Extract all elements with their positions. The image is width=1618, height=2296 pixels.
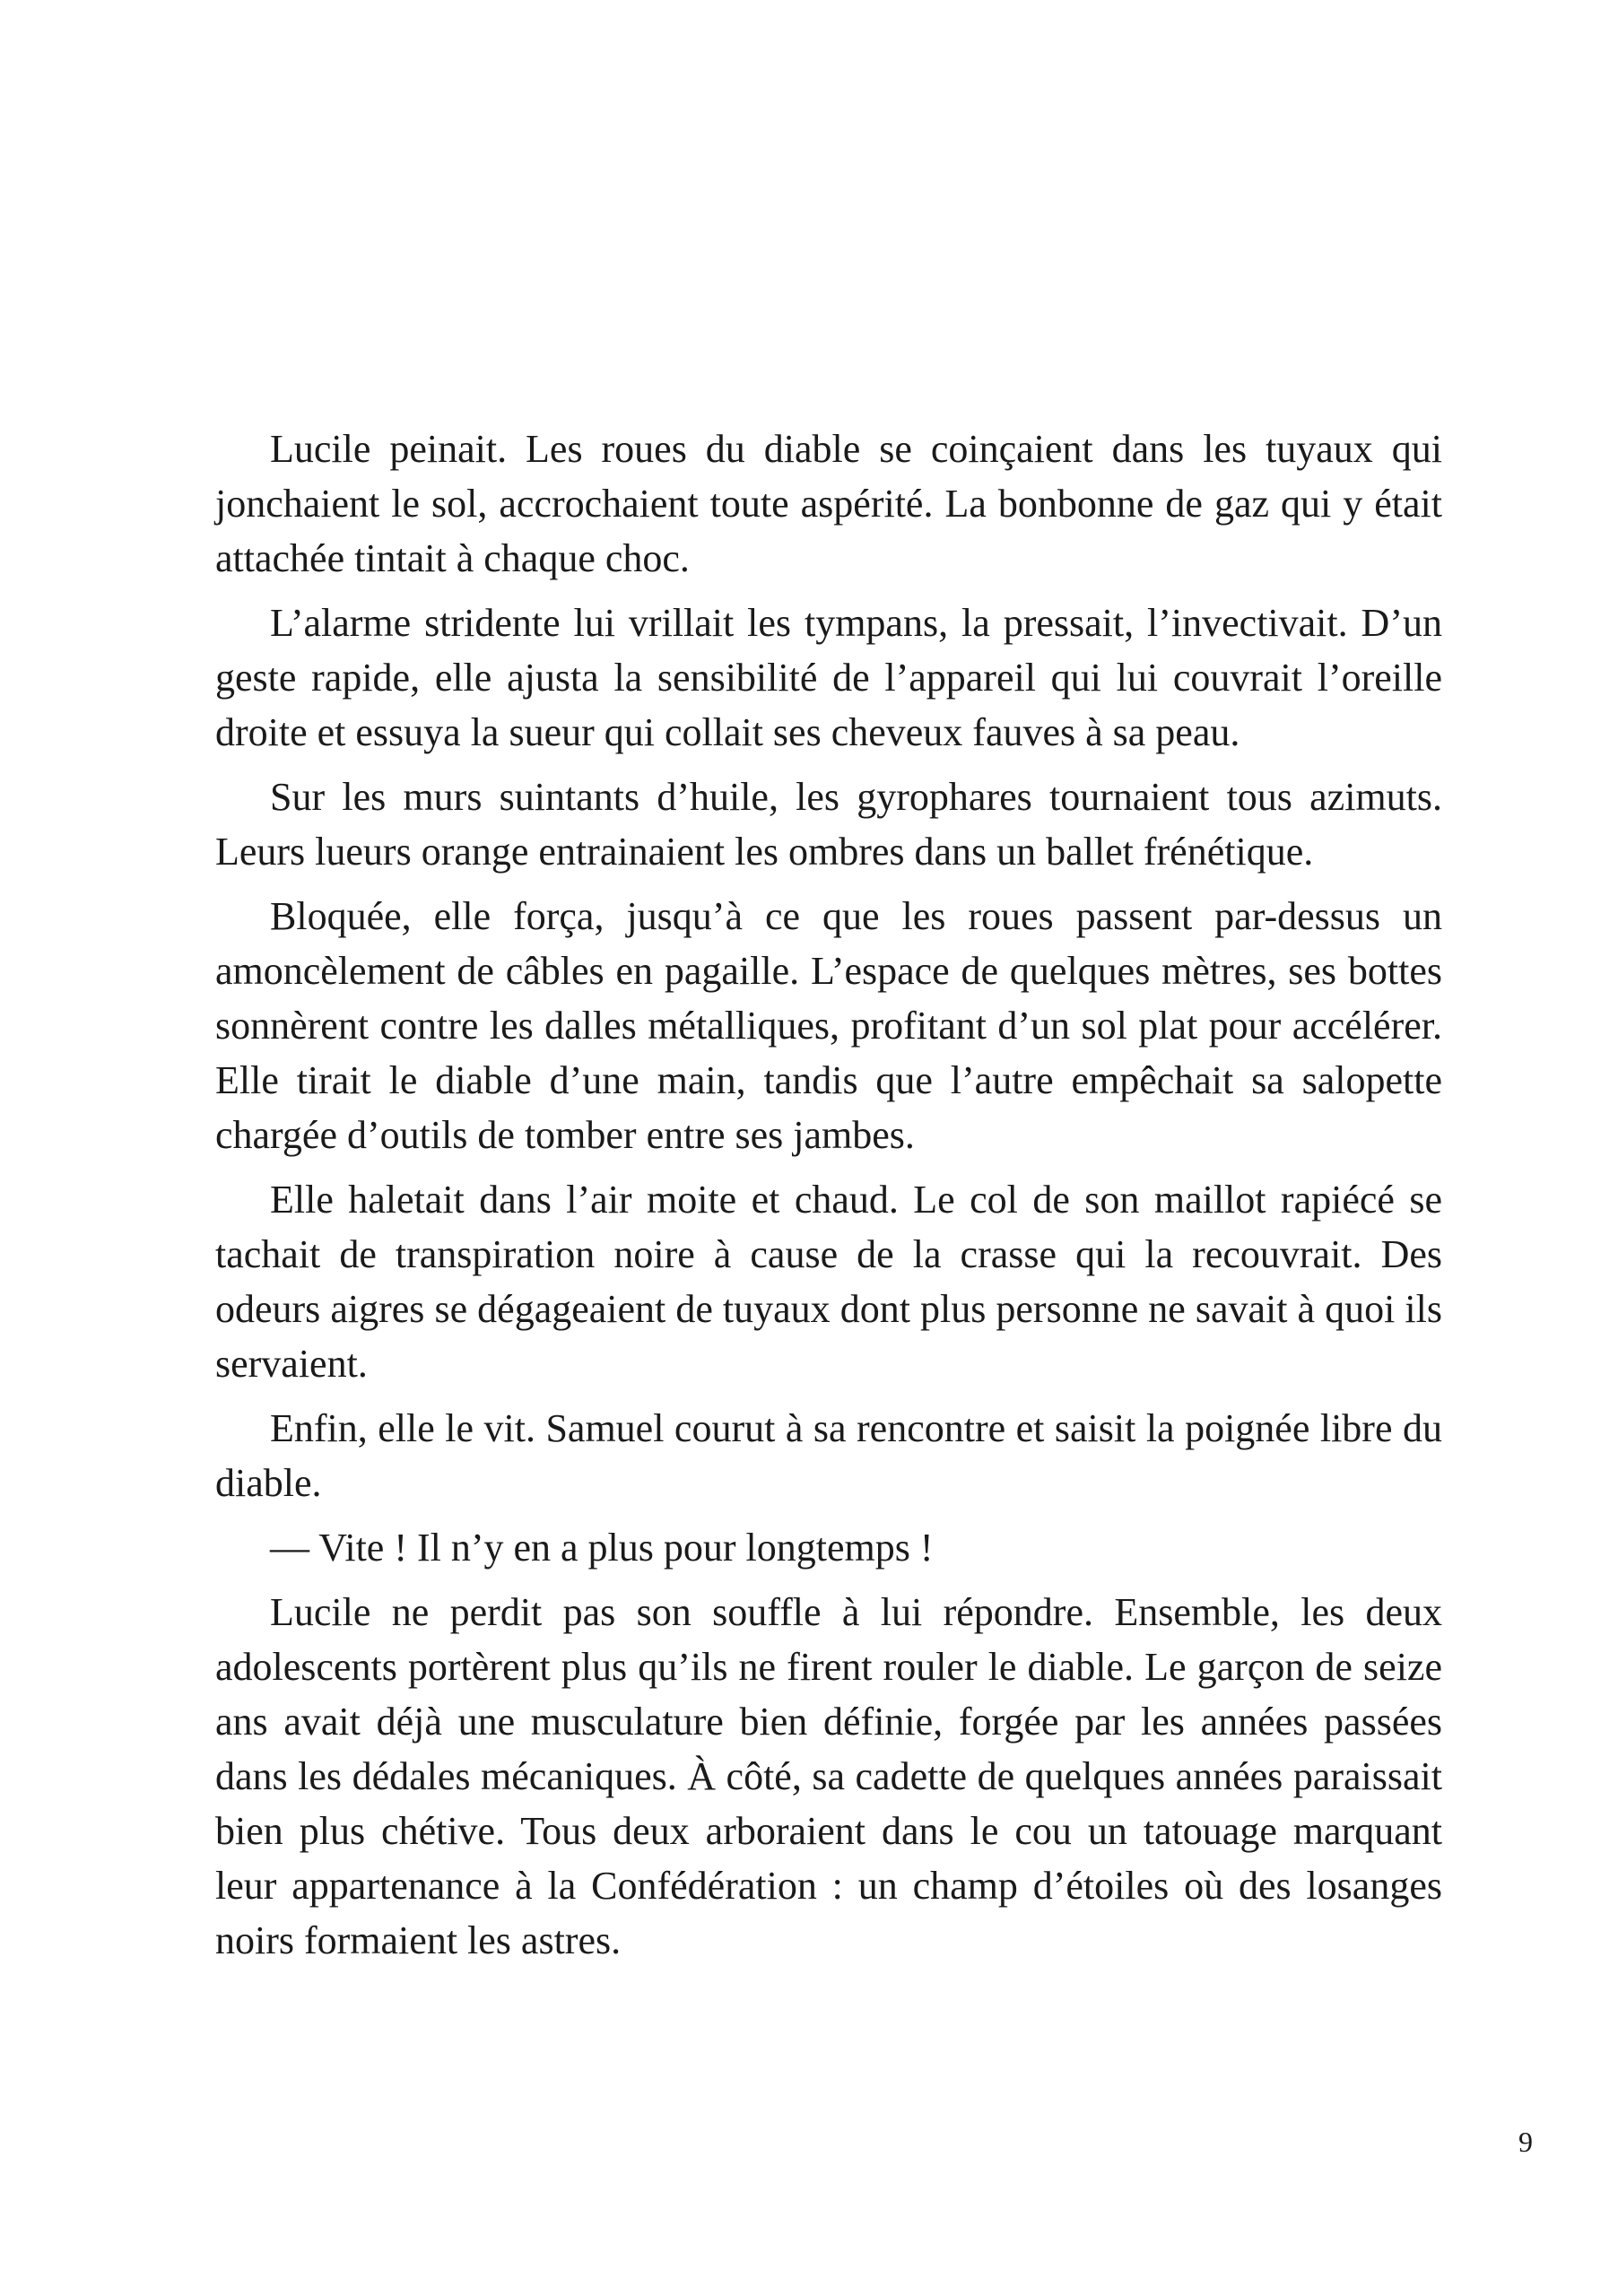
body-text — [215, 422, 1442, 1978]
paragraph: Lucile ne perdit pas son souffle à lui répondre. Ensemble, les deux adolescents portèrent plus qu’ils ne firent rouler le diable. Le garçon de seize ans avait déjà une musculature bien définie, forgée par les années passées dans les dédales mécaniques. À côté, sa cadette de quelques années paraissait bien plus chétive. Tous deux arboraient dans le cou un tatouage marquant leur appartenance à la Confédération : un champ d’étoiles où des losanges noirs formaient les astres. — [215, 1590, 1442, 1962]
paragraph: L’alarme stridente lui vrillait les tympans, la pressait, l’invectivait. D’un geste rapide, elle ajusta la sensibilité de l’appareil qui lui couvrait l’oreille droite et essuya la sueur qui collait ses cheveux fauves à sa peau. — [215, 601, 1442, 754]
paragraph: Enfin, elle le vit. Samuel courut à sa rencontre et saisit la poignée libre du diable. — [215, 1406, 1442, 1505]
page-number: 9 — [1518, 2126, 1533, 2158]
dialogue-line: — Vite ! Il n’y en a plus pour longtemps ! — [270, 1526, 934, 1570]
paragraph: Sur les murs suintants d’huile, les gyrophares tournaient tous azimuts. Leurs lueurs orange entrainaient les ombres dans un ballet frénétique. — [215, 775, 1442, 874]
paragraph: Elle haletait dans l’air moite et chaud. Le col de son maillot rapiécé se tachait de transpiration noire à cause de la crasse qui la recouvrait. Des odeurs aigres se dégageaient de tuyaux dont plus personne ne savait à quoi ils servaient. — [215, 1178, 1442, 1386]
paragraph: Bloquée, elle força, jusqu’à ce que les roues passent par-dessus un amoncèlement de câbles en pagaille. L’espace de quelques mètres, ses bottes sonnèrent contre les dalles métalliques, profitant d’un sol plat pour accélérer. Elle tirait le diable d’une main, tandis que l’autre empêchait sa salopette chargée d’outils de tomber entre ses jambes. — [215, 894, 1442, 1157]
paragraph: Lucile peinait. Les roues du diable se coinçaient dans les tuyaux qui jonchaient le sol, accrochaient toute aspérité. La bonbonne de gaz qui y était attachée tintait à chaque choc. — [215, 427, 1442, 580]
